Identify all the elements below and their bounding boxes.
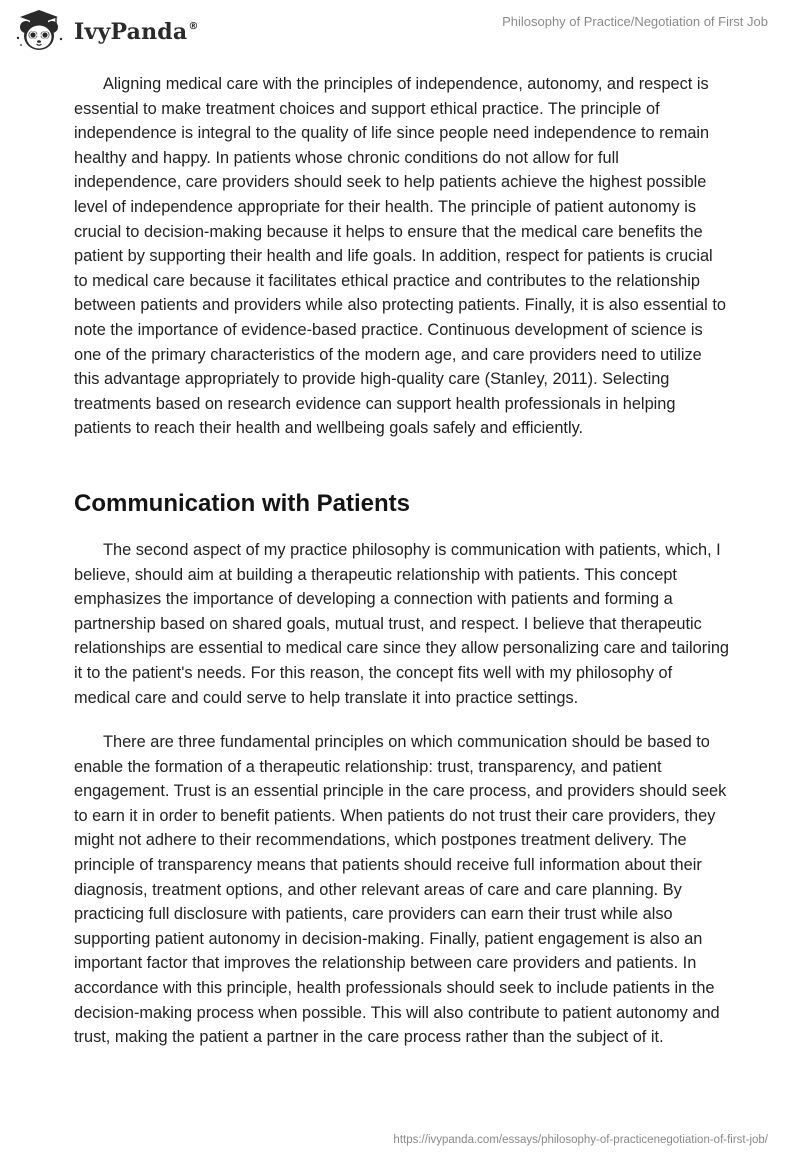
registered-mark: ® <box>188 21 199 32</box>
body-paragraph: The second aspect of my practice philosophy is communication with patients, which, I believe, should aim at building a therapeutic relationship with patients. This concept emphasizes the importance of developing a connection with patients and forming a partnership based on shared goals, mutual trust, and respect. I believe that therapeutic relationships are essential to medical care since they allow personalizing care and tailoring it to the patient's needs. For this reason, the concept fits well with my philosophy of medical care and could serve to help translate it into practice settings. <box>74 541 730 707</box>
body-paragraph: There are three fundamental principles on which communication should be based to enable the formation of a therapeutic relationship: trust, transparency, and patient engagement. Trust is an essential principle in the care process, and providers should seek to earn it in order to benefit patients. When patients do not trust their care providers, they might not adhere to their recommendations, which postpones treatment delivery. The principle of transparency means that patients should receive full information about their diagnosis, treatment options, and other relevant areas of care and care planning. By practicing full disclosure with patients, care providers can earn their trust while also supporting patient autonomy in decision-making. Finally, patient engagement is also an important factor that improves the relationship between care providers and patients. In accordance with this principle, health professionals should seek to include patients in the decision-making process when possible. This will also contribute to patient autonomy and trust, making the patient a partner in the care process rather than the subject of it. <box>74 733 727 1047</box>
source-url[interactable]: https://ivypanda.com/essays/philosophy-of-practicenegotiation-of-first-job/ <box>393 1134 768 1146</box>
page-header <box>0 0 800 60</box>
panda-graduate-icon <box>14 8 66 54</box>
section-heading: Communication with Patients <box>74 490 411 517</box>
logo-text <box>74 19 199 45</box>
logo[interactable] <box>14 8 199 54</box>
logo-name: IvyPanda <box>74 19 188 45</box>
body-paragraph: Aligning medical care with the principles of independence, autonomy, and respect is essential to make treatment choices and support ethical practice. The principle of independence is integral to the quality of life since people need independence to remain healthy and happy. In patients whose chronic conditions do not allow for full independence, care providers should seek to help patients achieve the highest possible level of independence appropriate for their health. The principle of patient autonomy is crucial to decision-making because it helps to ensure that the medical care benefits the patient by supporting their health and life goals. In addition, respect for patients is crucial to medical care because it facilitates ethical practice and contributes to the relationship between patients and providers while also protecting patients. Finally, it is also essential to note the importance of evidence-based practice. Continuous development of science is one of the primary characteristics of the modern age, and care providers need to utilize this advantage appropriately to provide high-quality care (Stanley, 2011). Selecting treatments based on research evidence can support health professionals in helping patients to reach their health and wellbeing goals safely and efficiently. <box>74 75 726 438</box>
document-title: Philosophy of Practice/Negotiation of First Job <box>502 14 768 29</box>
